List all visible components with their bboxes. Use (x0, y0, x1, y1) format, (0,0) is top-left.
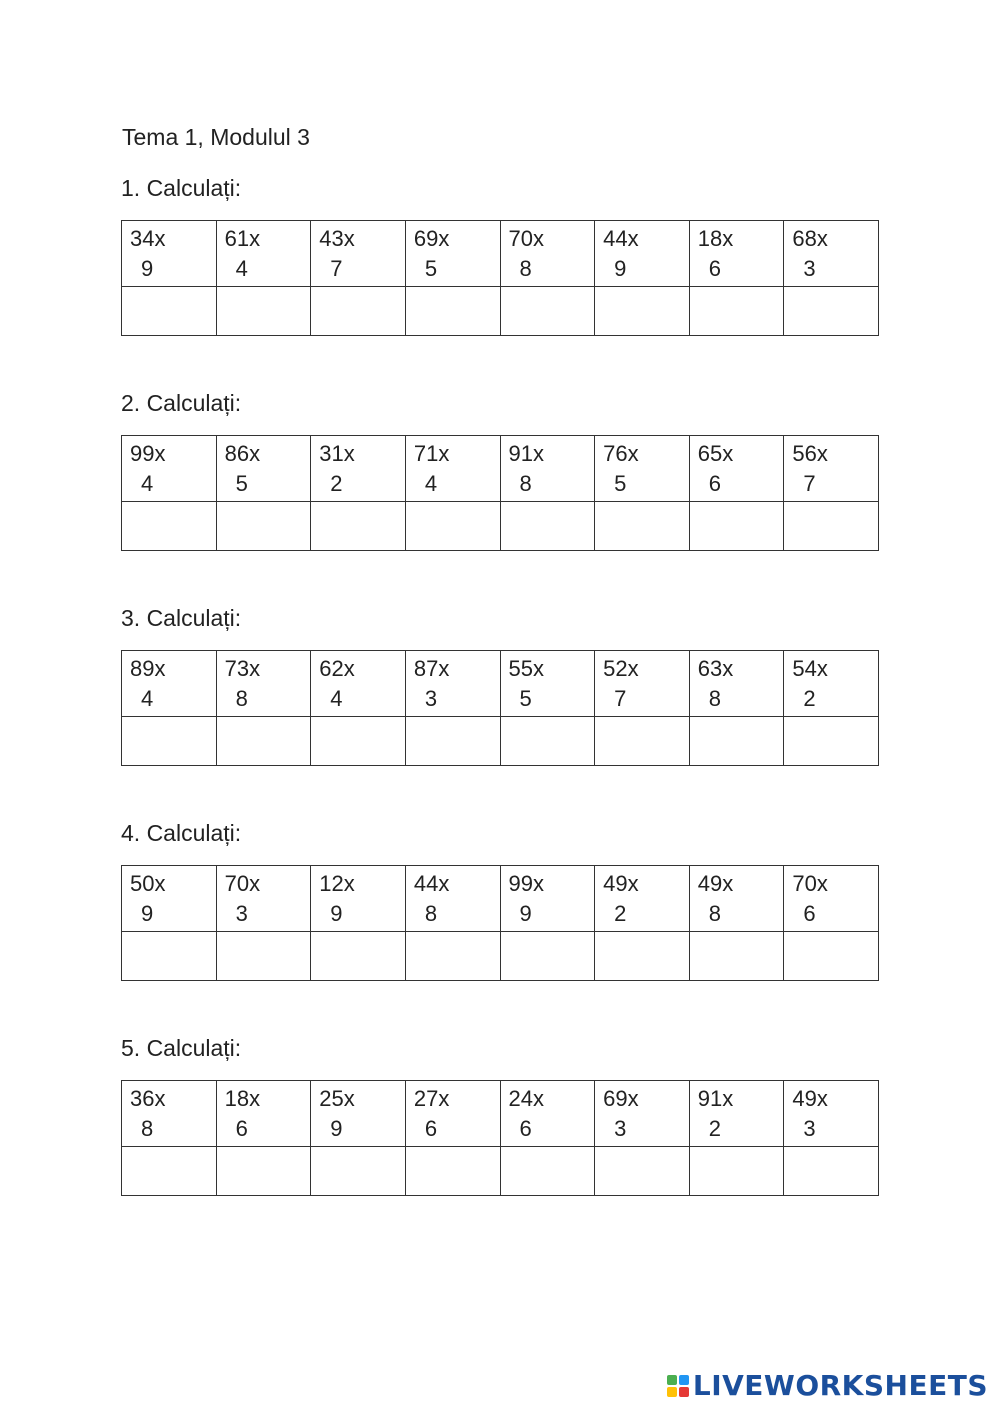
answer-input[interactable] (595, 1147, 689, 1195)
answer-cell (311, 287, 406, 336)
exercise-section (121, 819, 879, 981)
answer-row (122, 287, 879, 336)
multiplier: 8 (141, 1116, 154, 1141)
problem-cell (500, 651, 595, 717)
answer-row (122, 932, 879, 981)
answer-input[interactable] (501, 502, 595, 550)
answer-cell (122, 717, 217, 766)
problem-row (122, 1081, 879, 1147)
multiplier: 8 (519, 471, 532, 496)
answer-cell (689, 502, 784, 551)
answer-cell (122, 932, 217, 981)
problem-cell (500, 221, 595, 287)
problem-cell (500, 436, 595, 502)
answer-cell (689, 717, 784, 766)
problem-cell (595, 221, 690, 287)
answer-input[interactable] (122, 1147, 216, 1195)
exercise-section (121, 174, 879, 336)
multiplier: 8 (424, 901, 438, 926)
answer-input[interactable] (784, 1147, 878, 1195)
problem-cell (500, 1081, 595, 1147)
answer-cell (500, 287, 595, 336)
answer-cell (784, 932, 879, 981)
multiplicand: 68x (792, 226, 828, 251)
answer-cell (216, 717, 311, 766)
multiplicand: 55x (508, 656, 544, 681)
multiplicand: 87x (413, 656, 450, 681)
answer-input[interactable] (595, 287, 689, 335)
problem-cell (405, 221, 500, 287)
problem-cell (216, 866, 311, 932)
logo-square (667, 1387, 677, 1397)
multiplier: 9 (141, 256, 154, 281)
answer-cell (784, 287, 879, 336)
answer-input[interactable] (311, 1147, 405, 1195)
answer-input[interactable] (217, 502, 311, 550)
answer-cell (405, 717, 500, 766)
answer-cell (595, 1147, 690, 1196)
logo-mark-icon (667, 1375, 689, 1397)
answer-input[interactable] (311, 932, 405, 980)
answer-cell (122, 1147, 217, 1196)
answer-cell (500, 1147, 595, 1196)
answer-input[interactable] (217, 287, 311, 335)
problem-table (121, 865, 879, 981)
multiplier: 9 (330, 1116, 343, 1141)
multiplier: 6 (519, 1116, 532, 1141)
answer-cell (405, 1147, 500, 1196)
multiplicand: 86x (224, 441, 261, 466)
problem-table (121, 650, 879, 766)
multiplier: 7 (330, 256, 343, 281)
answer-cell (405, 287, 500, 336)
exercise-section (121, 604, 879, 766)
answer-cell (216, 502, 311, 551)
multiplicand: 44x (603, 226, 639, 251)
answer-cell (311, 717, 406, 766)
multiplicand: 73x (224, 656, 261, 681)
problem-cell (405, 866, 500, 932)
multiplicand: 71x (413, 441, 450, 466)
multiplicand: 25x (319, 1086, 355, 1111)
multiplier: 2 (803, 686, 816, 711)
multiplicand: 56x (792, 441, 828, 466)
answer-input[interactable] (311, 287, 405, 335)
multiplicand: 62x (319, 656, 355, 681)
answer-cell (405, 932, 500, 981)
section-heading: 5. Calculați: (121, 1035, 242, 1061)
answer-input[interactable] (217, 717, 311, 765)
problem-table (121, 1080, 879, 1196)
problem-cell (595, 651, 690, 717)
answer-input[interactable] (311, 717, 405, 765)
multiplier: 9 (614, 256, 627, 281)
problem-row (122, 221, 879, 287)
multiplicand: 34x (130, 226, 166, 251)
problem-table (121, 220, 879, 336)
multiplicand: 12x (319, 871, 355, 896)
section-heading: 1. Calculați: (121, 175, 242, 201)
multiplier: 5 (614, 471, 627, 496)
answer-cell (216, 932, 311, 981)
section-heading: 3. Calculați: (121, 605, 242, 631)
problem-cell (122, 866, 217, 932)
answer-input[interactable] (784, 502, 878, 550)
problem-cell (216, 436, 311, 502)
multiplicand: 70x (508, 226, 544, 251)
answer-input[interactable] (501, 932, 595, 980)
problem-cell (595, 866, 690, 932)
multiplicand: 31x (319, 441, 355, 466)
multiplicand: 65x (697, 441, 734, 466)
problem-cell (689, 1081, 784, 1147)
answer-cell (311, 1147, 406, 1196)
problem-cell (784, 1081, 879, 1147)
multiplicand: 99x (130, 441, 166, 466)
problem-cell (311, 1081, 406, 1147)
multiplicand: 70x (792, 871, 828, 896)
problem-cell (689, 651, 784, 717)
multiplier: 3 (424, 686, 438, 711)
multiplicand: 18x (224, 1086, 261, 1111)
problem-cell (311, 866, 406, 932)
multiplier: 5 (424, 256, 438, 281)
multiplicand: 91x (508, 441, 544, 466)
multiplicand: 49x (603, 871, 639, 896)
multiplicand: 24x (508, 1086, 544, 1111)
answer-cell (500, 932, 595, 981)
answer-input[interactable] (501, 1147, 595, 1195)
answer-cell (500, 502, 595, 551)
answer-input[interactable] (406, 502, 500, 550)
answer-input[interactable] (690, 932, 784, 980)
problem-cell (784, 651, 879, 717)
multiplicand: 99x (508, 871, 544, 896)
answer-input[interactable] (784, 717, 878, 765)
multiplier: 2 (614, 901, 627, 926)
multiplier: 5 (235, 471, 248, 496)
answer-input[interactable] (595, 717, 689, 765)
answer-input[interactable] (501, 717, 595, 765)
answer-input[interactable] (217, 932, 311, 980)
multiplier: 6 (424, 1116, 438, 1141)
answer-cell (595, 287, 690, 336)
problem-cell (784, 221, 879, 287)
problem-cell (689, 866, 784, 932)
problem-cell (595, 436, 690, 502)
multiplier: 7 (803, 471, 816, 496)
multiplier: 4 (330, 686, 343, 711)
answer-cell (689, 287, 784, 336)
answer-row (122, 1147, 879, 1196)
multiplier: 6 (803, 901, 816, 926)
multiplicand: 54x (792, 656, 828, 681)
problem-cell (405, 651, 500, 717)
answer-cell (216, 1147, 311, 1196)
problem-cell (216, 1081, 311, 1147)
answer-input[interactable] (217, 1147, 311, 1195)
logo-square (679, 1375, 689, 1385)
problem-cell (311, 221, 406, 287)
logo-square (667, 1375, 677, 1385)
answer-cell (122, 502, 217, 551)
answer-cell (216, 287, 311, 336)
section-heading: 2. Calculați: (121, 390, 242, 416)
multiplicand: 44x (413, 871, 450, 896)
section-heading: 4. Calculați: (121, 820, 242, 846)
multiplier: 9 (519, 901, 532, 926)
problem-cell (405, 1081, 500, 1147)
multiplicand: 18x (697, 226, 734, 251)
multiplicand: 89x (130, 656, 166, 681)
multiplier: 4 (141, 471, 154, 496)
multiplicand: 49x (792, 1086, 828, 1111)
answer-cell (500, 717, 595, 766)
multiplier: 5 (519, 686, 532, 711)
answer-cell (595, 717, 690, 766)
answer-row (122, 502, 879, 551)
multiplicand: 52x (603, 656, 639, 681)
answer-input[interactable] (690, 717, 784, 765)
problem-cell (311, 651, 406, 717)
multiplicand: 70x (224, 871, 261, 896)
multiplier: 9 (330, 901, 343, 926)
multiplier: 7 (614, 686, 627, 711)
multiplicand: 50x (130, 871, 166, 896)
multiplier: 2 (330, 471, 343, 496)
exercise-section (121, 389, 879, 551)
answer-cell (689, 1147, 784, 1196)
multiplier: 8 (708, 901, 721, 926)
problem-cell (405, 436, 500, 502)
answer-input[interactable] (311, 502, 405, 550)
multiplier: 9 (141, 901, 154, 926)
answer-cell (311, 502, 406, 551)
problem-table (121, 435, 879, 551)
answer-input[interactable] (406, 287, 500, 335)
multiplier: 2 (708, 1116, 721, 1141)
logo-square (679, 1387, 689, 1397)
answer-cell (122, 287, 217, 336)
answer-cell (784, 717, 879, 766)
multiplier: 3 (803, 1116, 816, 1141)
multiplicand: 49x (697, 871, 734, 896)
problem-cell (595, 1081, 690, 1147)
answer-row (122, 717, 879, 766)
multiplicand: 27x (413, 1086, 450, 1111)
multiplier: 3 (803, 256, 816, 281)
answer-input[interactable] (784, 287, 878, 335)
answer-input[interactable] (690, 1147, 784, 1195)
answer-input[interactable] (122, 932, 216, 980)
answer-input[interactable] (690, 287, 784, 335)
answer-cell (784, 1147, 879, 1196)
multiplicand: 63x (697, 656, 734, 681)
multiplier: 6 (708, 256, 721, 281)
problem-row (122, 866, 879, 932)
multiplicand: 61x (224, 226, 261, 251)
problem-cell (311, 436, 406, 502)
multiplier: 4 (424, 471, 438, 496)
problem-row (122, 651, 879, 717)
problem-cell (216, 221, 311, 287)
multiplier: 6 (235, 1116, 248, 1141)
answer-cell (595, 932, 690, 981)
liveworksheets-logo (667, 1369, 988, 1402)
answer-input[interactable] (122, 502, 216, 550)
answer-input[interactable] (122, 287, 216, 335)
answer-input[interactable] (122, 717, 216, 765)
answer-input[interactable] (406, 717, 500, 765)
problem-cell (122, 1081, 217, 1147)
multiplicand: 43x (319, 226, 355, 251)
problem-cell (122, 436, 217, 502)
answer-input[interactable] (784, 932, 878, 980)
multiplier: 6 (708, 471, 721, 496)
problem-cell (122, 221, 217, 287)
answer-input[interactable] (501, 287, 595, 335)
multiplicand: 69x (603, 1086, 639, 1111)
multiplicand: 76x (603, 441, 639, 466)
answer-cell (405, 502, 500, 551)
answer-input[interactable] (406, 1147, 500, 1195)
multiplicand: 69x (413, 226, 450, 251)
problem-cell (216, 651, 311, 717)
answer-input[interactable] (406, 932, 500, 980)
multiplier: 3 (235, 901, 248, 926)
problem-cell (784, 866, 879, 932)
answer-cell (311, 932, 406, 981)
answer-input[interactable] (690, 502, 784, 550)
multiplier: 8 (235, 686, 248, 711)
answer-cell (784, 502, 879, 551)
multiplicand: 36x (130, 1086, 166, 1111)
problem-cell (689, 436, 784, 502)
answer-cell (689, 932, 784, 981)
answer-input[interactable] (595, 932, 689, 980)
problem-cell (784, 436, 879, 502)
problem-row (122, 436, 879, 502)
answer-input[interactable] (595, 502, 689, 550)
exercise-section (121, 1034, 879, 1196)
multiplier: 4 (235, 256, 248, 281)
multiplier: 3 (614, 1116, 627, 1141)
page-title: Tema 1, Modulul 3 (122, 124, 310, 150)
multiplier: 8 (519, 256, 532, 281)
logo-text: LIVEWORKSHEETS (692, 1369, 988, 1402)
multiplicand: 91x (697, 1086, 734, 1111)
multiplier: 8 (708, 686, 721, 711)
problem-cell (689, 221, 784, 287)
problem-cell (122, 651, 217, 717)
problem-cell (500, 866, 595, 932)
answer-cell (595, 502, 690, 551)
multiplier: 4 (141, 686, 154, 711)
